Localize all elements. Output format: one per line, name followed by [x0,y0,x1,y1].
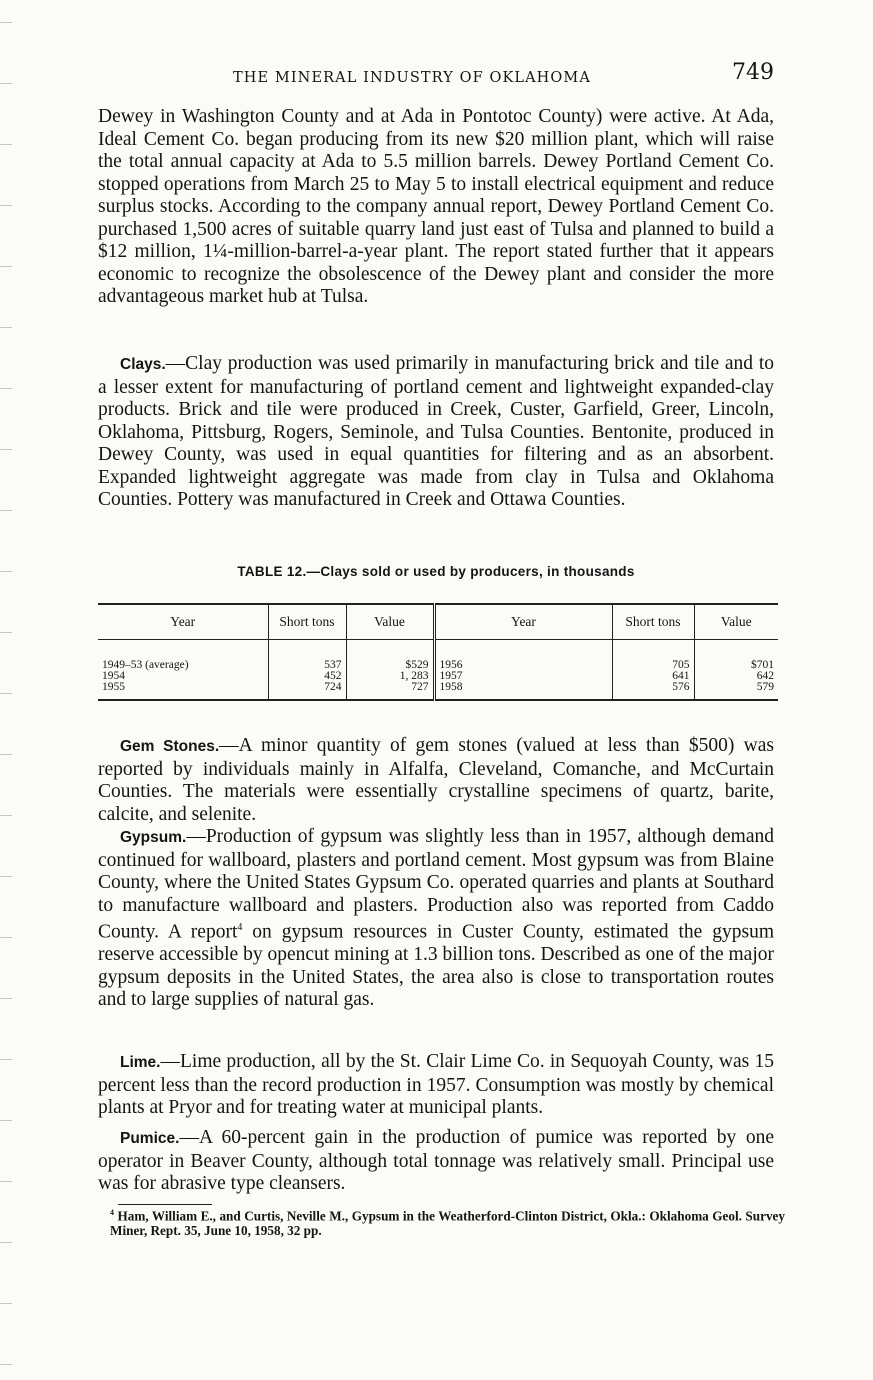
lime-text: —Lime production, all by the St. Clair Lime Co. in Sequoyah County, was 15 percent less than the record production in 1957. Consumption was mostly by chemical plants at Pryor and for treating water at municipal plants. [98,1051,774,1118]
clays-heading: Clays. [120,356,166,373]
pumice-paragraph [98,1127,774,1196]
lime-heading: Lime. [120,1054,161,1071]
year-cell: 1954 [102,670,125,682]
scan-edge-marks [0,0,12,1380]
gem-stones-text: —A minor quantity of gem stones (valued at less than $500) was reported by individuals mainly in Alfalfa, Cleveland, Comanche, and McCurtain Counties. The materials were essentially crystalline specimens of quartz, barite, calcite, and selenite. [98,735,774,825]
value-cell: 727 [346,682,434,700]
short-tons-cell: 705 [612,640,694,672]
header-short-tons-left: Short tons [268,604,346,640]
gypsum-text: —Production of gypsum was slightly less than in 1957, although demand continued for wallboard, plasters and portland cement. Most gypsum was from Blaine County, where the United States Gypsum Co. operated quarries and plants at Southard to manufacture wallboard and plasters. Production also was reported from Caddo County. A report [98,826,774,943]
running-head [98,60,774,94]
year-cell: 1958 [434,682,612,700]
header-short-tons-right: Short tons [612,604,694,640]
pumice-heading: Pumice. [120,1130,180,1147]
gypsum-paragraph [98,826,774,1012]
footnote [110,1206,785,1238]
short-tons-cell: 576 [612,682,694,700]
year-cell: 1957 [434,671,612,682]
value-cell: $701 [694,640,778,672]
value-cell: 579 [694,682,778,700]
pumice-text: —A 60-percent gain in the production of pumice was reported by one operator in Beaver County, although total tonnage was relatively small. Principal use was for abrasive type cleansers. [98,1127,774,1194]
gem-stones-heading: Gem Stones. [120,738,220,755]
running-title: THE MINERAL INDUSTRY OF OKLAHOMA [233,70,591,86]
footnote-divider [118,1204,212,1205]
header-value-right: Value [694,604,778,640]
lime-paragraph [98,1051,774,1120]
year-cell: 1956 [434,640,612,672]
page-number: 749 [732,60,774,85]
short-tons-cell: 724 [268,682,346,700]
gypsum-heading: Gypsum. [120,829,187,846]
table-row [98,640,778,672]
footnote-reference[interactable]: 4 [237,922,243,933]
year-cell: 1949–53 (average) [102,659,189,671]
year-cell: 1955 [98,682,268,700]
gem-stones-paragraph [98,735,774,826]
clays-table [98,603,778,701]
short-tons-cell: 452 [268,671,346,682]
value-cell: $529 [346,640,434,672]
gypsum-text-continued: on gypsum resources in Custer County, estimated the gypsum reserve accessible by opencut mining at 1.3 billion tons. Described as one of the major gypsum deposits in the United States, the area also is close to transportation routes and to large supplies of natural gas. [98,921,774,1010]
footnote-text: Ham, William E., and Curtis, Neville M., Gypsum in the Weatherford-Clinton District, Okla.: Oklahoma Geol. Survey Miner, Rept. 35, June 10, 1958, 32 pp. [110,1208,785,1238]
header-value-left: Value [346,604,434,640]
clays-text: —Clay production was used primarily in manufacturing brick and tile and to a lesser extent for manufacturing of portland cement and lightweight expanded-clay products. Brick and tile were produced in Creek, Custer, Garfield, Greer, Lincoln, Oklahoma, Pittsburg, Rogers, Seminole, and Tulsa Counties. Bentonite, produced in Dewey County, was used in equal quantities for filtering and as an absorbent. Expanded lightweight aggregate was made from clay in Tulsa and Oklahoma Counties. Pottery was manufactured in Creek and Ottawa Counties. [98,353,774,510]
short-tons-cell: 537 [268,640,346,672]
clays-paragraph [98,353,774,512]
header-year-left: Year [98,604,268,640]
table-header-row [98,604,778,640]
table-row [98,682,778,700]
short-tons-cell: 641 [612,671,694,682]
value-cell: 1, 283 [346,671,434,682]
value-cell: 642 [694,671,778,682]
header-year-right: Year [434,604,612,640]
table-caption: TABLE 12.—Clays sold or used by producers, in thousands [237,564,635,579]
cement-paragraph: Dewey in Washington County and at Ada in Pontotoc County) were active. At Ada, Ideal Cement Co. began producing from its new $20 million plant, which will raise the total annual capacity at Ada to 5.5 million barrels. Dewey Portland Cement Co. stopped operations from March 25 to May 5 to install electrical equipment and reduce surplus stocks. According to the company annual report, Dewey Portland Cement Co. purchased 1,500 acres of suitable quarry land just east of Tulsa and planned to build a $12 million, 1¼-million-barrel-a-year plant. The report stated further that it appears economic to recognize the obsolescence of the Dewey plant and consider the more advantageous market hub at Tulsa. [98,106,774,307]
footnote-marker: 4 [110,1208,114,1217]
